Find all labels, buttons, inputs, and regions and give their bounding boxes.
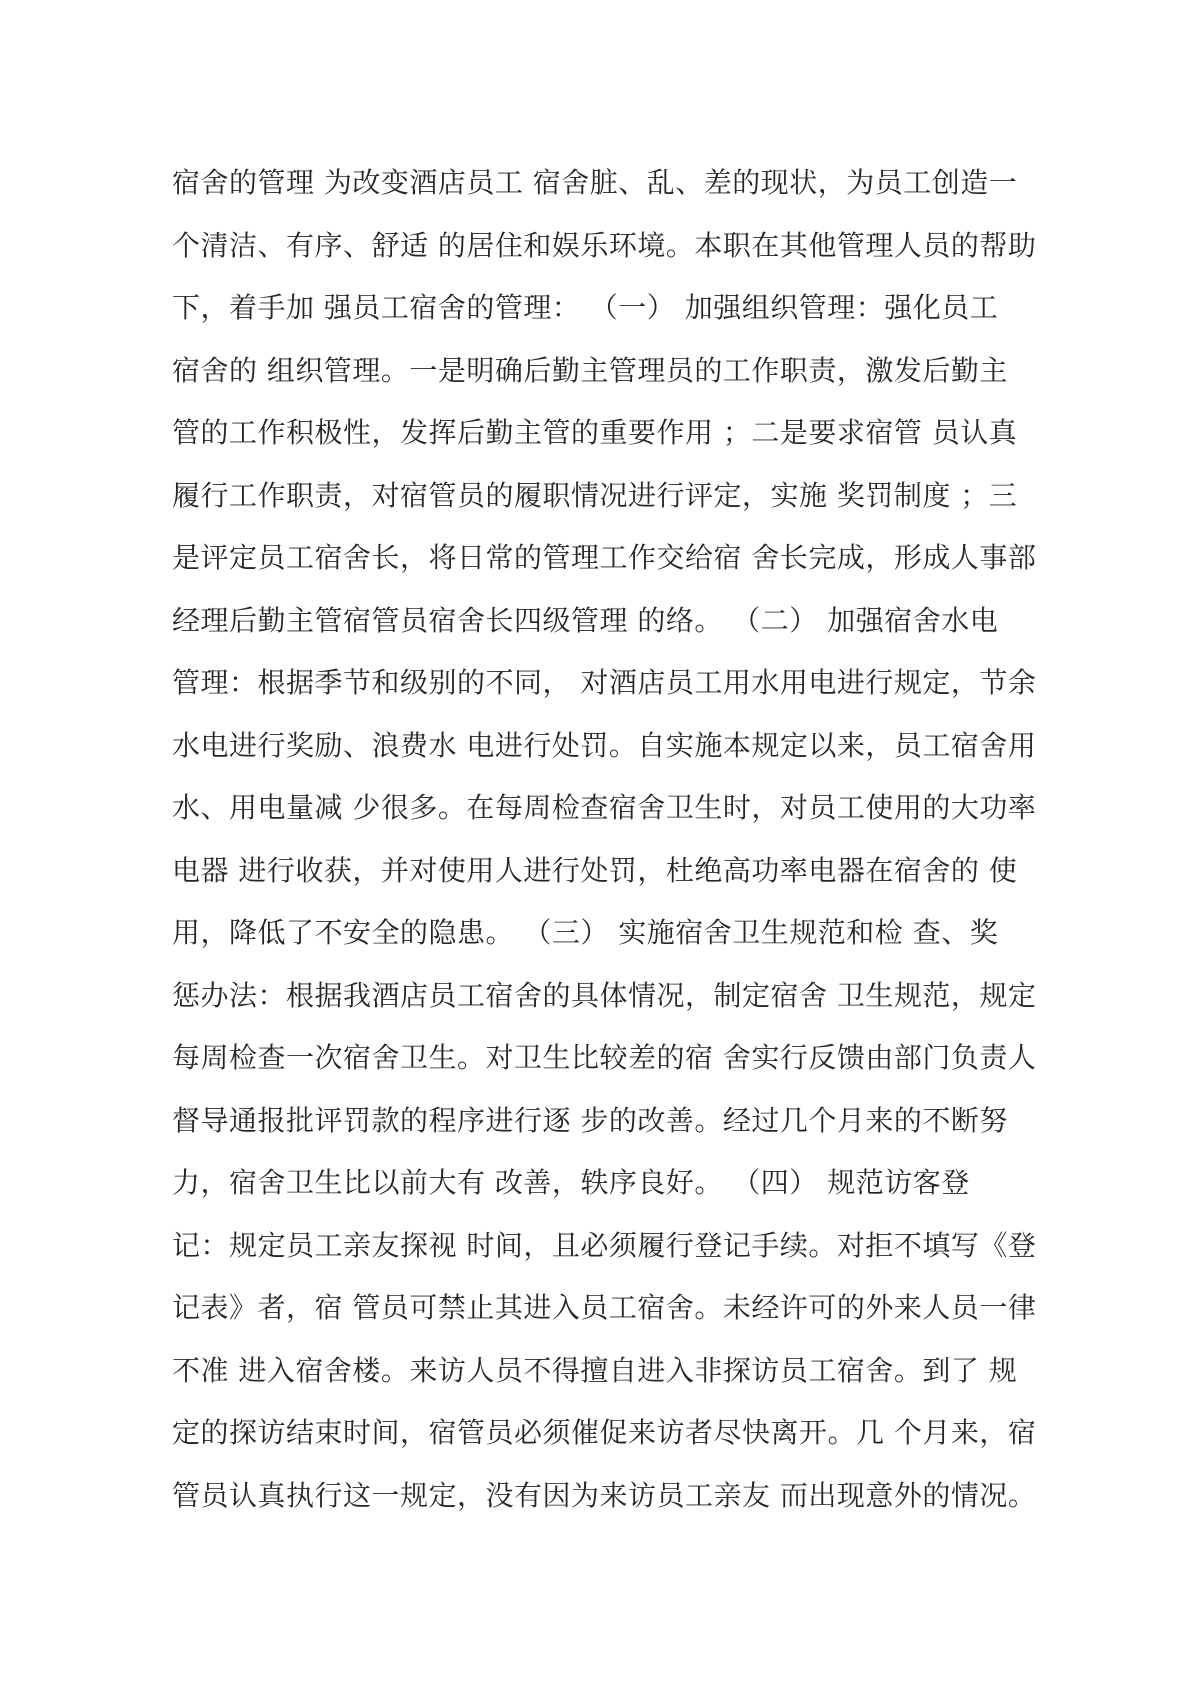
body-text [172, 152, 1037, 1527]
text-line: 用，降低了不安全的隐患。 （三） 实施宿舍卫生规范和检 查、奖 [172, 916, 999, 949]
text-line: 督导通报批评罚款的程序进行逐 步的改善。经过几个月来的不断努 [172, 1103, 1008, 1137]
text-line: 水电进行奖励、浪费水 电进行处罚。自实施本规定以来，员工宿舍用 [172, 728, 1037, 762]
text-line: 电器 进行收获，并对使用人进行处罚，杜绝高功率电器在宿舍的 使 [172, 853, 1018, 887]
text-line: 记表》者，宿 管员可禁止其进入员工宿舍。未经许可的外来人员一律 [172, 1291, 1037, 1324]
text-line: 管员认真执行这一规定，没有因为来访员工亲友 而出现意外的情况。 [172, 1478, 1037, 1512]
text-line: 履行工作职责，对宿管员的履职情况进行评定，实施 奖罚制度 ；三 [172, 478, 1018, 512]
text-line: 宿舍的 组织管理。一是明确后勤主管理员的工作职责，激发后勤主 [172, 353, 1008, 387]
text-line: 力，宿舍卫生比以前大有 改善，轶序良好。 （四） 规范访客登 [172, 1166, 970, 1199]
text-line: 惩办法：根据我酒店员工宿舍的具体情况，制定宿舍 卫生规范，规定 [172, 978, 1037, 1012]
text-line: 经理后勤主管宿管员宿舍长四级管理 的络。 （二） 加强宿舍水电 [172, 603, 999, 637]
text-line: 记：规定员工亲友探视 时间，且必须履行登记手续。对拒不填写《登 [172, 1228, 1037, 1262]
text-line: 下，着手加 强员工宿舍的管理： （一） 加强组织管理：强化员工 [172, 291, 999, 324]
text-line: 定的探访结束时间，宿管员必须催促来访者尽快离开。几 个月来，宿 [172, 1416, 1037, 1449]
text-line: 水、用电量减 少很多。在每周检查宿舍卫生时，对员工使用的大功率 [172, 791, 1037, 824]
text-line: 管的工作积极性，发挥后勤主管的重要作用 ；二是要求宿管 员认真 [172, 416, 1018, 449]
text-line: 不准 进入宿舍楼。来访人员不得擅自进入非探访员工宿舍。到了 规 [172, 1353, 1018, 1387]
text-line: 宿舍的管理 为改变酒店员工 宿舍脏、乱、差的现状，为员工创造一 [172, 166, 1018, 199]
text-line: 管理：根据季节和级别的不同， 对酒店员工用水用电进行规定，节余 [172, 666, 1037, 699]
text-line: 个清洁、有序、舒适 的居住和娱乐环境。本职在其他管理人员的帮助 [172, 228, 1037, 262]
text-line: 是评定员工宿舍长，将日常的管理工作交给宿 舍长完成，形成人事部 [172, 541, 1037, 574]
text-line: 每周检查一次宿舍卫生。对卫生比较差的宿 舍实行反馈由部门负责人 [172, 1041, 1037, 1074]
